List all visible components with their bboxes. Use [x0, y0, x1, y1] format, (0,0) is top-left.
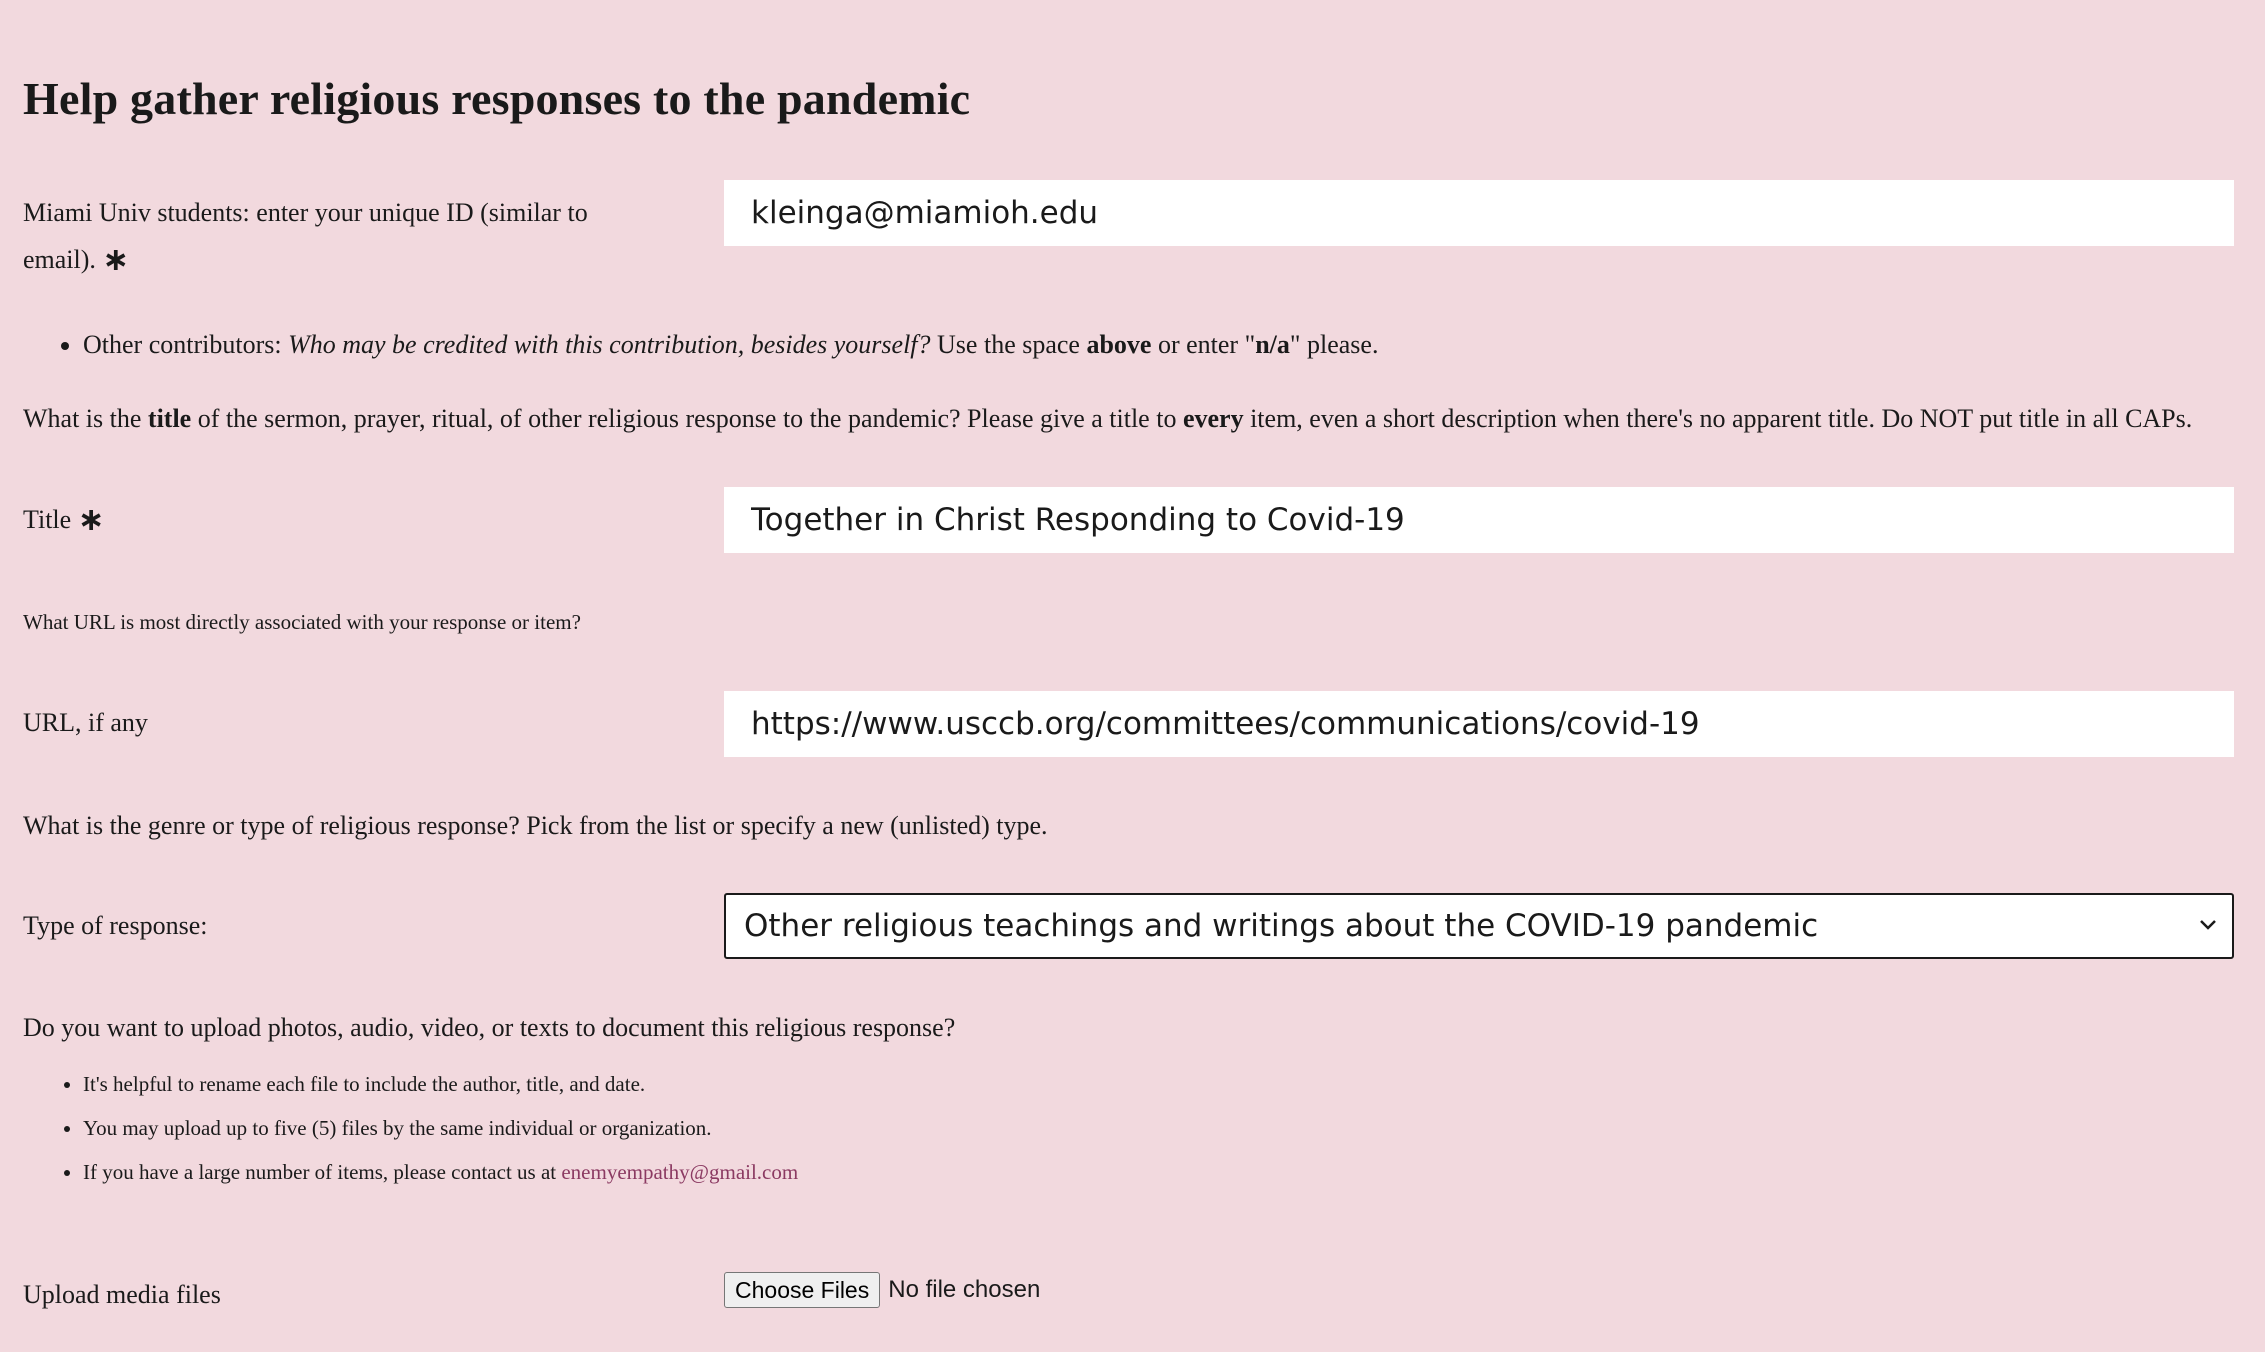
contact-email-link[interactable]: enemyempathy@gmail.com — [561, 1160, 799, 1184]
contributors-na: n/a — [1255, 330, 1290, 359]
url-input[interactable] — [724, 691, 2234, 757]
chevron-down-icon — [2194, 911, 2222, 939]
upload-tips-list — [23, 1072, 798, 1185]
page-title: Help gather religious responses to the pandemic — [23, 73, 971, 124]
file-upload-control — [724, 1272, 1040, 1308]
required-asterisk-icon: ∗ — [102, 240, 130, 278]
title-question-p2: of the sermon, prayer, ritual, of other religious response to the pandemic? Please give a title to — [191, 404, 1183, 433]
title-question-p3: item, even a short description when there's no apparent title. Do NOT put title in all CAPs. — [1243, 404, 2193, 433]
upload-field-label: Upload media files — [23, 1280, 221, 1309]
unique-id-input[interactable] — [724, 180, 2234, 246]
contributors-mid2: or enter " — [1151, 330, 1256, 359]
contributors-question: Who may be credited with this contribution, besides yourself? — [288, 330, 931, 359]
title-field-label-text: Title — [23, 505, 72, 534]
upload-question: Do you want to upload photos, audio, video, or texts to document this religious response? — [23, 1013, 956, 1042]
title-question-b2: every — [1182, 404, 1244, 433]
title-question-b1: title — [147, 404, 192, 433]
id-field-label — [23, 190, 623, 283]
contributors-above: above — [1086, 330, 1152, 359]
contributors-note-list — [23, 330, 1378, 360]
title-question-p1: What is the — [23, 404, 148, 433]
contributors-suffix: " please. — [1289, 330, 1379, 359]
type-of-response-select[interactable] — [724, 893, 2234, 959]
choose-files-button[interactable]: Choose Files — [724, 1272, 880, 1308]
contributors-note — [83, 330, 1378, 360]
type-selected-value: Other religious teachings and writings about the COVID-19 pandemic — [744, 908, 1819, 944]
url-question: What URL is most directly associated with your response or item? — [23, 610, 581, 634]
upload-tip: • It's helpful to rename each file to include the author, title, and date. — [83, 1072, 798, 1097]
title-input[interactable] — [724, 487, 2234, 553]
required-asterisk-icon: ∗ — [77, 500, 105, 538]
type-field-label: Type of response: — [23, 911, 208, 940]
upload-tip-contact-text: If you have a large number of items, please contact us at — [83, 1160, 562, 1184]
url-field-label: URL, if any — [23, 708, 148, 737]
genre-question: What is the genre or type of religious response? Pick from the list or specify a new (unlisted) type. — [23, 811, 1048, 840]
id-field-label-text: Miami Univ students: enter your unique ID (similar to email). — [23, 198, 588, 274]
file-status-text: No file chosen — [888, 1276, 1041, 1303]
title-field-label — [23, 496, 105, 543]
upload-tip: • You may upload up to five (5) files by the same individual or organization. — [83, 1116, 798, 1141]
title-question — [23, 403, 2192, 435]
contributors-mid1: Use the space — [930, 330, 1087, 359]
upload-tip — [83, 1160, 798, 1185]
contributors-prefix: Other contributors: — [83, 330, 289, 359]
